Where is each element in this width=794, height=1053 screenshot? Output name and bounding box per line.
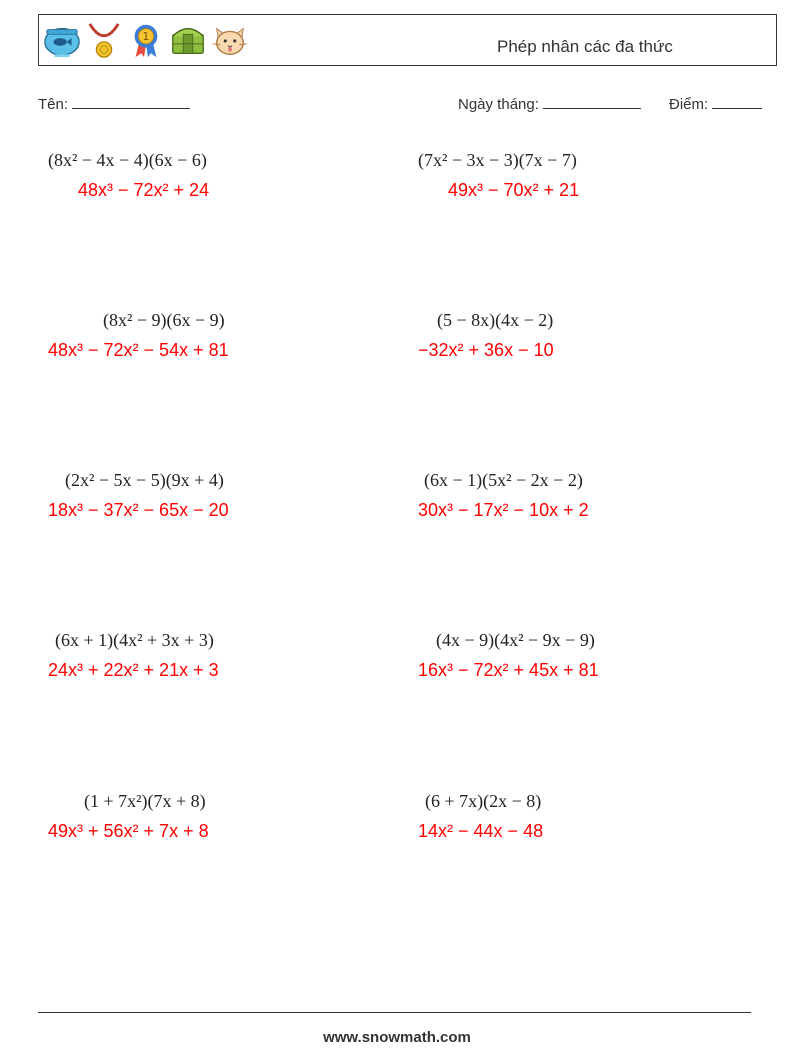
fishbowl-icon <box>43 21 81 59</box>
answer-8: 16x³ − 72x² + 45x + 81 <box>418 660 599 680</box>
worksheet-title: Phép nhân các đa thức <box>497 37 673 56</box>
problem-8: (4x − 9)(4x² − 9x − 9) <box>436 630 595 650</box>
problem-4: (5 − 8x)(4x − 2) <box>437 310 554 330</box>
problem-10: (6 + 7x)(2x − 8) <box>425 791 542 811</box>
treasure-chest-icon <box>169 21 207 59</box>
problem-2: (7x² − 3x − 3)(7x − 7) <box>418 150 577 170</box>
answer-4: −32x² + 36x − 10 <box>418 340 554 360</box>
problem-6: (6x − 1)(5x² − 2x − 2) <box>424 470 583 490</box>
score-blank[interactable] <box>712 94 762 109</box>
header-box <box>38 14 777 66</box>
date-blank[interactable] <box>543 94 641 109</box>
answer-3: 48x³ − 72x² − 54x + 81 <box>48 340 229 360</box>
problem-3: (8x² − 9)(6x − 9) <box>103 310 225 330</box>
problem-1: (8x² − 4x − 4)(6x − 6) <box>48 150 207 170</box>
score-label: Điểm: <box>669 96 709 113</box>
name-label: Tên: <box>38 96 69 113</box>
answer-5: 18x³ − 37x² − 65x − 20 <box>48 500 229 520</box>
cat-face-icon <box>211 21 249 59</box>
answer-2: 49x³ − 70x² + 21 <box>448 180 580 200</box>
problem-9: (1 + 7x²)(7x + 8) <box>84 791 206 811</box>
answer-9: 49x³ + 56x² + 7x + 8 <box>48 821 209 841</box>
answer-7: 24x³ + 22x² + 21x + 3 <box>48 660 219 680</box>
answer-10: 14x² − 44x − 48 <box>418 821 544 841</box>
footer-divider <box>38 1012 751 1013</box>
answer-1: 48x³ − 72x² + 24 <box>78 180 210 200</box>
date-label: Ngày tháng: <box>458 96 539 113</box>
problem-7: (6x + 1)(4x² + 3x + 3) <box>55 630 214 650</box>
score-field <box>669 94 762 113</box>
answer-6: 30x³ − 17x² − 10x + 2 <box>418 500 589 520</box>
date-field <box>458 94 641 113</box>
svg-text:1: 1 <box>142 31 150 43</box>
medal-icon <box>85 21 123 59</box>
header-icons <box>43 20 249 60</box>
problem-5: (2x² − 5x − 5)(9x + 4) <box>65 470 224 490</box>
name-blank[interactable] <box>72 94 190 109</box>
ribbon-award-icon <box>127 21 165 59</box>
footer-url: www.snowmath.com <box>323 1029 471 1046</box>
name-field <box>38 94 190 113</box>
